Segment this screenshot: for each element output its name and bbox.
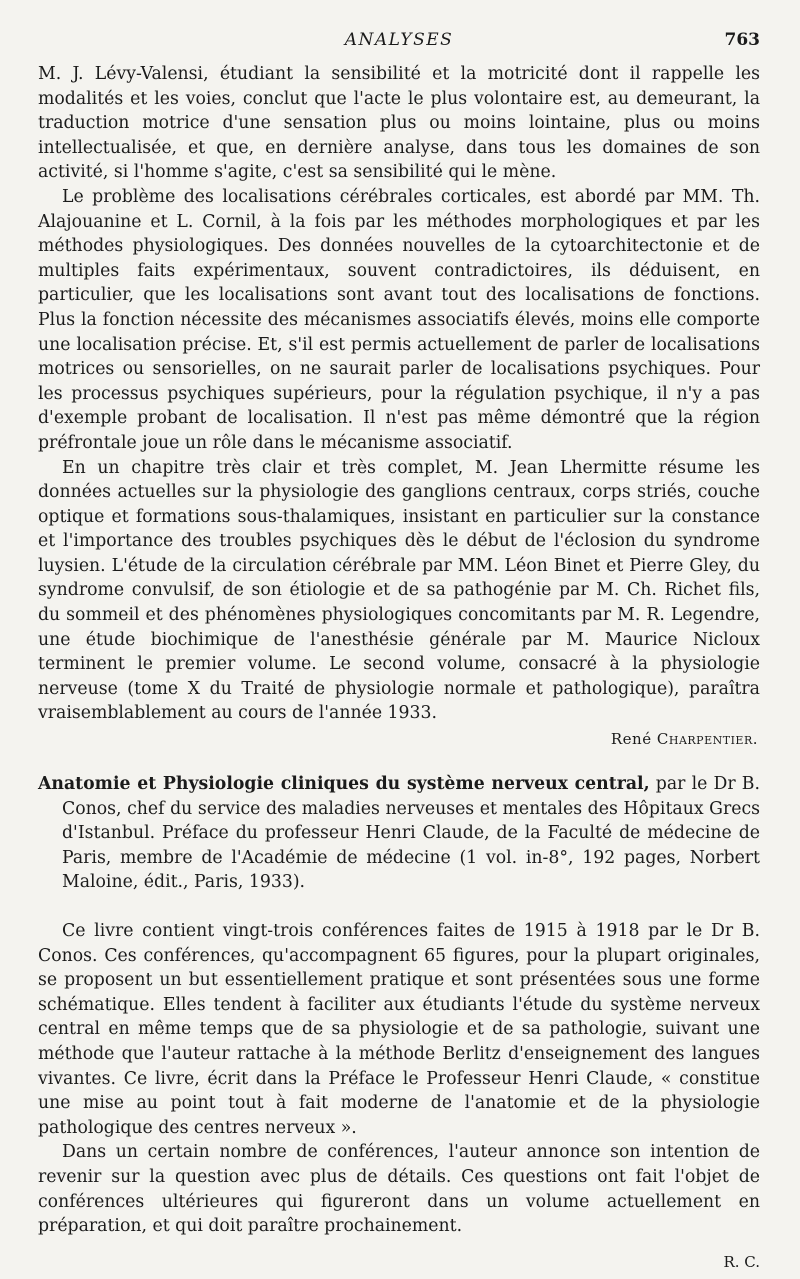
page-number: 763 xyxy=(724,30,760,50)
signature-first-name: René xyxy=(610,730,657,749)
signature xyxy=(38,728,758,750)
paragraph: Ce livre contient vingt-trois conférences faites de 1915 à 1918 par le Dr B. Conos. Ces conférences, qu'accompagnent 65 figures, pour la plupart originales, se proposent un but essentiellement pratique et sont présentées sous une forme schématique. Elles tendent à faciliter aux étudiants l'étude du système nerveux central en même temps que de sa physiologie et de sa pathologie, suivant une méthode que l'auteur rattache à la méthode Berlitz d'enseignement des langues vivantes. Ce livre, écrit dans la Préface le Professeur Henri Claude, « constitue une mise au point tout à fait moderne de l'anatomie et de la physiologie pathologique des centres nerveux ». xyxy=(38,921,760,1138)
paragraph: Le problème des localisations cérébrales corticales, est abordé par MM. Th. Alajouanine et L. Cornil, à la fois par les méthodes morphologiques et par les méthodes physiologiques. Des données nouvelles de la cytoarchitectonie et de multiples faits expérimentaux, souvent contradictoires, ils déduisent, en particulier, que les localisations sont avant tout des localisations de fonctions. Plus la fonction nécessite des mécanismes associatifs élevés, moins elle comporte une localisation précise. Et, s'il est permis actuellement de parler de localisations motrices ou sensorielles, on ne saurait parler de localisations psychiques. Pour les processus psychiques supérieurs, pour la régulation psychique, il n'y a pas d'exemple probant de localisation. Il n'est pas même démontré que la région préfrontale joue un rôle dans le mécanisme associatif. xyxy=(38,186,760,453)
signature: R. C. xyxy=(723,1252,760,1271)
paragraph: En un chapitre très clair et très complet, M. Jean Lhermitte résume les données actuelles sur la physiologie des ganglions centraux, corps striés, couche optique et formations sous-thalamiques, insistant en particulier sur la constance et l'importance des troubles psychiques dès le début de l'éclosion du syndrome luysien. L'étude de la circulation cérébrale par MM. Léon Binet et Pierre Gley, du syndrome convulsif, de son étiologie et de sa pathogénie par M. Ch. Richet fils, du sommeil et des phénomènes physiologiques concomitants par M. R. Legendre, une étude biochimique de l'anesthésie générale par M. Maurice Nicloux terminent le premier volume. Le second volume, consacré à la physiologie nerveuse (tome X du Traité de physiologie normale et pathologique), paraîtra vraisemblablement au cours de l'année 1933. xyxy=(38,457,760,724)
work-title: Anatomie et Physiologie cliniques du système nerveux central, xyxy=(38,774,650,795)
paragraph: Dans un certain nombre de conférences, l'auteur annonce son intention de revenir sur la question avec plus de détails. Ces questions ont fait l'objet de conférences ultérieures qui figureront dans un volume actuellement en préparation, et qui doit paraître prochainement. xyxy=(38,1142,760,1237)
signature-last-name: Charpentier. xyxy=(656,730,758,749)
review-body xyxy=(38,919,760,1239)
paragraph: M. J. Lévy-Valensi, étudiant la sensibilité et la motricité dont il rappelle les modalités et les voies, conclut que l'acte le plus volontaire est, au demeurant, la traduction motrice d'une sensation plus ou moins lointaine, plus ou moins intellectualisée, et que, en dernière analyse, dans tous les domaines de son activité, si l'homme s'agite, c'est sa sensibilité qui le mène. xyxy=(38,64,760,183)
page-header xyxy=(38,0,760,62)
review-two xyxy=(38,772,760,1271)
work-reference xyxy=(38,772,760,895)
review-one xyxy=(38,62,760,750)
running-title: ANALYSES xyxy=(344,30,454,50)
work-details: par le Dr B. Conos, chef du service des maladies nerveuses et mentales des Hôpitaux Grecs d'Istanbul. Préface du professeur Henri Claude, de la Faculté de médecine de Paris, membre de l'Académie de médecine (1 vol. in-8°, 192 pages, Norbert Maloine, édit., Paris, 1933). xyxy=(62,774,760,893)
